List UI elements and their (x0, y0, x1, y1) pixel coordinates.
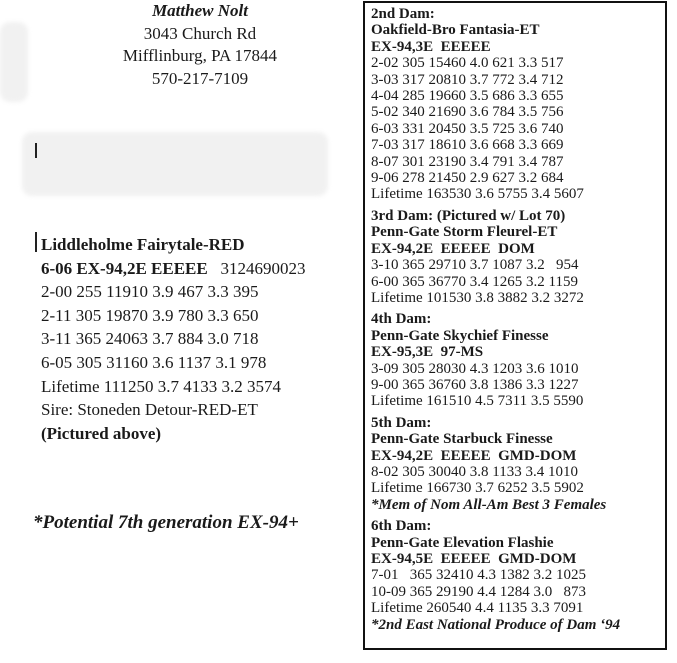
dam-title: 3rd Dam: (Pictured w/ Lot 70) (371, 207, 566, 224)
cow-lifetime: Lifetime 111250 3.7 4133 3.2 3574 (41, 376, 282, 396)
cow-record-line: 2-00 255 11910 3.9 467 3.3 395 (41, 282, 259, 302)
dam-3 (371, 208, 665, 306)
dam-note: *2nd East National Produce of Dam ‘94 (371, 616, 621, 633)
dam-title: 4th Dam: (371, 311, 432, 328)
dam-4 (371, 311, 665, 409)
consignor-phone: 570-217-7109 (151, 68, 249, 88)
dam-title: 2nd Dam: (371, 6, 435, 22)
cow-record (41, 233, 305, 445)
consignor-info (100, 0, 300, 90)
dam-record: 9-06 278 21450 2.9 627 3.2 684 (371, 170, 564, 187)
scan-smudge (0, 22, 28, 102)
dam-record: 7-03 317 18610 3.6 668 3.3 669 (371, 137, 564, 154)
consignor-city: Mifflinburg, PA 17844 (122, 46, 278, 65)
dam-classification: EX-95,3E 97-MS (371, 344, 484, 361)
dam-record: 8-02 305 30040 3.8 1133 3.4 1010 (371, 463, 578, 480)
dam-name: Penn-Gate Elevation Flashie (371, 534, 554, 551)
scan-smudge (22, 132, 328, 196)
dam-record: 3-09 305 28030 4.3 1203 3.6 1010 (371, 360, 579, 377)
dam-record: 8-07 301 23190 3.4 791 3.4 787 (371, 153, 564, 170)
dam-record: 9-00 365 36760 3.8 1386 3.3 1227 (371, 376, 579, 393)
dam-classification: EX-94,3E EEEEE (371, 38, 491, 55)
dam-name: Penn-Gate Skychief Finesse (371, 327, 549, 344)
dam-record: 3-10 365 29710 3.7 1087 3.2 954 (371, 257, 579, 274)
dam-title: 6th Dam: (371, 518, 432, 535)
margin-mark (35, 232, 37, 252)
dam-record: 6-00 365 36770 3.4 1265 3.2 1159 (371, 273, 578, 290)
dam-note: *Mem of Nom All-Am Best 3 Females (371, 496, 607, 513)
dam-record: 4-04 285 19660 3.5 686 3.3 655 (371, 88, 564, 105)
consignor-street: 3043 Church Rd (143, 23, 257, 43)
cow-name: Liddleholme Fairytale-RED (41, 235, 245, 254)
cow-record-line: 3-11 365 24063 3.7 884 3.0 718 (41, 329, 259, 349)
dam-classification: EX-94,2E EEEEE DOM (371, 240, 535, 257)
cow-classification: 6-06 EX-94,2E EEEEE (41, 258, 208, 278)
dam-title: 5th Dam: (371, 414, 432, 431)
consignor-name: Matthew Nolt (152, 1, 248, 20)
cow-sire: Sire: Stoneden Detour-RED-ET (41, 400, 258, 420)
cow-pictured-note: (Pictured above) (41, 423, 162, 443)
potential-generation-note: *Potential 7th generation EX-94+ (33, 512, 299, 533)
dam-classification: EX-94,5E EEEEE GMD-DOM (371, 551, 577, 567)
dam-record: 2-02 305 15460 4.0 621 3.3 517 (371, 55, 564, 72)
cow-record-line: 6-05 305 31160 3.6 1137 3.1 978 (41, 352, 267, 372)
dam-record: 5-02 340 21690 3.6 784 3.5 756 (371, 104, 564, 121)
dam-record: 6-03 331 20450 3.5 725 3.6 740 (371, 120, 564, 137)
dam-lifetime: Lifetime 163530 3.6 5755 3.4 5607 (371, 186, 584, 203)
dam-lifetime: Lifetime 101530 3.8 3882 3.2 3272 (371, 289, 584, 306)
dam-lifetime: Lifetime 161510 4.5 7311 3.5 5590 (371, 393, 584, 410)
dam-name: Penn-Gate Storm Fleurel-ET (371, 224, 558, 241)
dam-6 (371, 518, 665, 633)
dam-record: 3-03 317 20810 3.7 772 3.4 712 (371, 71, 564, 88)
dam-record: 10-09 365 29190 4.4 1284 3.0 873 (371, 583, 586, 600)
dam-record: 7-01 365 32410 4.3 1382 3.2 1025 (371, 567, 586, 584)
dam-classification: EX-94,2E EEEEE GMD-DOM (371, 447, 577, 464)
cow-reg-number: 3124690023 (220, 258, 306, 278)
dam-5 (371, 415, 665, 513)
dam-2 (371, 6, 665, 203)
dam-name: Oakfield-Bro Fantasia-ET (371, 22, 540, 39)
cow-record-line: 2-11 305 19870 3.9 780 3.3 650 (41, 305, 259, 325)
margin-mark (35, 143, 37, 158)
pedigree-box (363, 1, 667, 650)
cow-classification-line (41, 257, 305, 281)
dam-lifetime: Lifetime 260540 4.4 1135 3.3 7091 (371, 600, 584, 617)
dam-name: Penn-Gate Starbuck Finesse (371, 431, 553, 448)
dam-lifetime: Lifetime 166730 3.7 6252 3.5 5902 (371, 480, 584, 497)
